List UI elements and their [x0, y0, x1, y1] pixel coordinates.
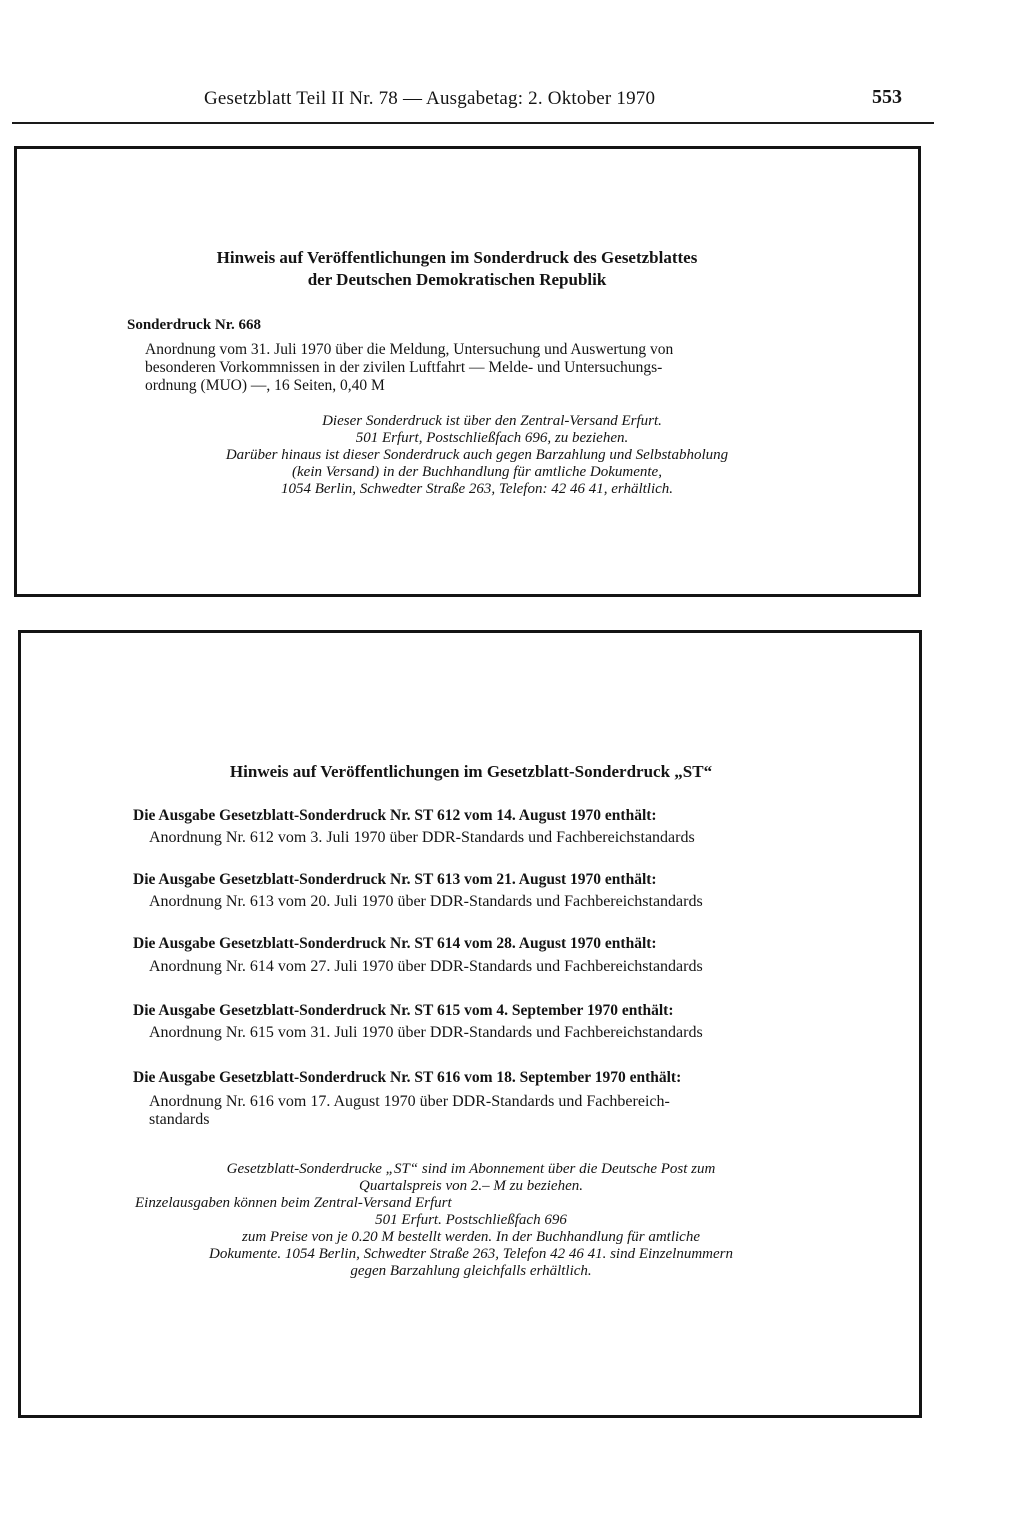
notice-title	[137, 247, 777, 291]
page-number: 553	[872, 86, 902, 108]
distribution-info	[127, 413, 827, 498]
page-header	[0, 84, 1024, 114]
item-body	[145, 341, 835, 395]
info-line: Gesetzblatt-Sonderdrucke „ST“ sind im Abonnement über die Deutsche Post zum	[226, 1161, 716, 1177]
st-sonderdruck-notice-box	[18, 630, 922, 1418]
sonderdruck-notice-box	[14, 146, 921, 597]
info-line: Quartalspreis von 2.– M zu beziehen.	[358, 1178, 583, 1194]
item-body-line: besonderen Vorkommnissen in der zivilen Luftfahrt — Melde- und Untersuchungs-	[145, 359, 663, 376]
st-entry-heading: Die Ausgabe Gesetzblatt-Sonderdruck Nr. ST 612 vom 14. August 1970 enthält:	[133, 807, 657, 824]
item-body-line: ordnung (MUO) —, 16 Seiten, 0,40 M	[145, 377, 385, 394]
st-entry-heading: Die Ausgabe Gesetzblatt-Sonderdruck Nr. ST 615 vom 4. September 1970 enthält:	[133, 1002, 674, 1019]
st-distribution-info	[121, 1161, 821, 1280]
st-entry-body: Anordnung Nr. 615 vom 31. Juli 1970 über DDR-Standards und Fachbereichstandards	[149, 1024, 703, 1041]
st-entry-body-line: standards	[149, 1111, 210, 1128]
info-line: Darüber hinaus ist dieser Sonderdruck auch gegen Barzahlung und Selbstabholung	[225, 447, 729, 463]
st-entry-body: Anordnung Nr. 612 vom 3. Juli 1970 über DDR-Standards und Fachbereichstandards	[149, 829, 695, 846]
info-line: gegen Barzahlung gleichfalls erhältlich.	[350, 1263, 592, 1279]
st-entry-body-line: Anordnung Nr. 616 vom 17. August 1970 über DDR-Standards und Fachbereich-	[149, 1093, 670, 1110]
st-entry-heading: Die Ausgabe Gesetzblatt-Sonderdruck Nr. ST 614 vom 28. August 1970 enthält:	[133, 935, 657, 952]
info-line: 501 Erfurt, Postschließfach 696, zu beziehen.	[355, 430, 629, 446]
st-entry-body	[149, 1093, 819, 1129]
info-line: 501 Erfurt. Postschließfach 696	[375, 1212, 567, 1228]
info-line: Dokumente. 1054 Berlin, Schwedter Straße 263, Telefon 42 46 41. sind Einzelnummern	[209, 1246, 733, 1262]
info-line: Dieser Sonderdruck ist über den Zentral-Versand Erfurt.	[322, 413, 662, 429]
header-rule	[12, 122, 934, 124]
info-line: Einzelausgaben können beim Zentral-Versand Erfurt	[135, 1195, 452, 1211]
st-entry-body: Anordnung Nr. 613 vom 20. Juli 1970 über DDR-Standards und Fachbereichstandards	[149, 893, 703, 910]
info-line: zum Preise von je 0.20 M bestellt werden. In der Buchhandlung für amtliche	[242, 1229, 700, 1245]
info-line: (kein Versand) in der Buchhandlung für amtliche Dokumente,	[292, 464, 662, 480]
info-line: 1054 Berlin, Schwedter Straße 263, Telefon: 42 46 41, erhältlich.	[280, 481, 674, 497]
notice-title: Hinweis auf Veröffentlichungen im Gesetzblatt-Sonderdruck „ST“	[229, 762, 713, 781]
st-entry-body: Anordnung Nr. 614 vom 27. Juli 1970 über DDR-Standards und Fachbereichstandards	[149, 958, 703, 975]
st-entry-heading: Die Ausgabe Gesetzblatt-Sonderdruck Nr. ST 613 vom 21. August 1970 enthält:	[133, 871, 657, 888]
item-heading: Sonderdruck Nr. 668	[127, 317, 262, 333]
notice-title-line: der Deutschen Demokratischen Republik	[307, 270, 607, 289]
notice-title-line: Hinweis auf Veröffentlichungen im Sonderdruck des Gesetzblattes	[216, 248, 698, 267]
item-body-line: Anordnung vom 31. Juli 1970 über die Meldung, Untersuchung und Auswertung von	[145, 341, 674, 358]
header-title: Gesetzblatt Teil II Nr. 78 — Ausgabetag: 2. Oktober 1970	[204, 88, 656, 109]
st-entry-heading: Die Ausgabe Gesetzblatt-Sonderdruck Nr. ST 616 vom 18. September 1970 enthält:	[133, 1069, 682, 1086]
